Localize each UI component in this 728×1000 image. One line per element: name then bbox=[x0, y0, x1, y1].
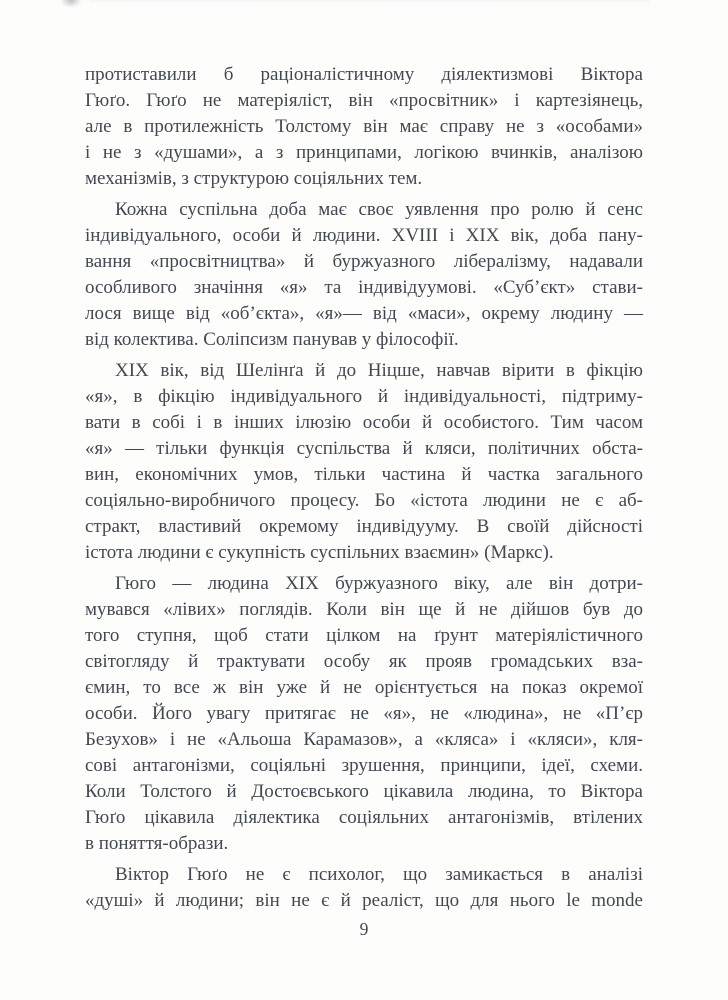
text-line: того ступня, щоб стати цілком на ґрунт матеріялістичного bbox=[85, 625, 643, 646]
text-line: індивідуального, особи й людини. XVIII і XIX вік, доба пану- bbox=[85, 225, 643, 246]
text-line: мувався «лівих» поглядів. Коли він ще й не дійшов був до bbox=[85, 599, 643, 620]
scan-edge-streak bbox=[90, 0, 650, 3]
text-line: «я», в фікцію індивідуального й індивідуальності, підтриму- bbox=[85, 386, 643, 407]
text-line: сові антагонізми, соціяльні зрушення, принципи, ідеї, схеми. bbox=[85, 755, 643, 776]
text-line: Кожна суспільна доба має своє уявлення про ролю й сенс bbox=[115, 199, 643, 220]
text-line: світогляду й трактувати особу як прояв громадських вза- bbox=[85, 651, 643, 672]
paragraph bbox=[85, 358, 643, 566]
text-line: ємин, то все ж він уже й не орієнтується на показ окремої bbox=[85, 677, 643, 698]
text-line: «душі» й людини; він не є й реаліст, що для нього le monde bbox=[85, 890, 643, 911]
paragraph bbox=[85, 197, 643, 353]
text-column bbox=[85, 62, 643, 914]
text-line: вин, економічних умов, тільки частина й частка загального bbox=[85, 464, 643, 485]
text-line: стракт, властивий окремому індивідууму. В своїй дійсності bbox=[85, 516, 643, 537]
text-line: «я» — тільки функція суспільства й кляси, політичних обста- bbox=[85, 438, 643, 459]
text-line: вання «просвітництва» й буржуазного лібералізму, надавали bbox=[85, 251, 643, 272]
page-number: 9 bbox=[359, 919, 369, 939]
text-line: Гюго — людина XIX буржуазного віку, але він дотри- bbox=[115, 573, 643, 594]
text-line: істота людини є сукупність суспільних взаємин» (Маркс). bbox=[85, 542, 554, 563]
text-line: особи. Його увагу притягає не «я», не «людина», не «П’єр bbox=[85, 703, 643, 724]
text-line: Безухов» і не «Альоша Карамазов», а «кляса» і «кляси», кля- bbox=[85, 729, 643, 750]
text-line: в поняття-образи. bbox=[85, 833, 229, 854]
text-line: соціяльно-виробничого процесу. Бо «істота людини не є аб- bbox=[85, 490, 643, 511]
paragraph bbox=[85, 62, 643, 192]
text-line: Коли Толстого й Достоєвського цікавила людина, то Віктора bbox=[85, 781, 643, 802]
text-line: і не з «душами», а з принципами, логікою вчинків, аналізою bbox=[85, 142, 643, 163]
text-line: протиставили б раціоналістичному діялектизмові Віктора bbox=[85, 64, 643, 85]
text-line: від колектива. Соліпсизм панував у філософії. bbox=[85, 329, 459, 350]
text-line: Гюґо. Гюґо не матеріяліст, він «просвітник» і картезіянець, bbox=[85, 90, 643, 111]
text-line: але в протилежність Толстому він має справу не з «особами» bbox=[85, 116, 643, 137]
text-line: механізмів, з структурою соціяльних тем. bbox=[85, 168, 423, 189]
text-line: вати в собі і в інших ілюзію особи й особистого. Тим часом bbox=[85, 412, 643, 433]
paragraph bbox=[85, 571, 643, 857]
text-line: Гюґо цікавила діялектика соціяльних антагонізмів, втілених bbox=[85, 807, 643, 828]
paragraph bbox=[85, 862, 643, 914]
text-line: Віктор Гюґо не є психолог, що замикається в аналізі bbox=[115, 864, 643, 885]
scan-smudge-mark bbox=[60, 0, 82, 8]
text-line: особливого значіння «я» та індивідуумові. «Суб’єкт» стави- bbox=[85, 277, 643, 298]
text-line: лося вище від «об’єкта», «я»— від «маси», окрему людину — bbox=[85, 303, 643, 324]
text-line: XIX вік, від Шелінґа й до Ніцше, навчав вірити в фікцію bbox=[115, 360, 643, 381]
